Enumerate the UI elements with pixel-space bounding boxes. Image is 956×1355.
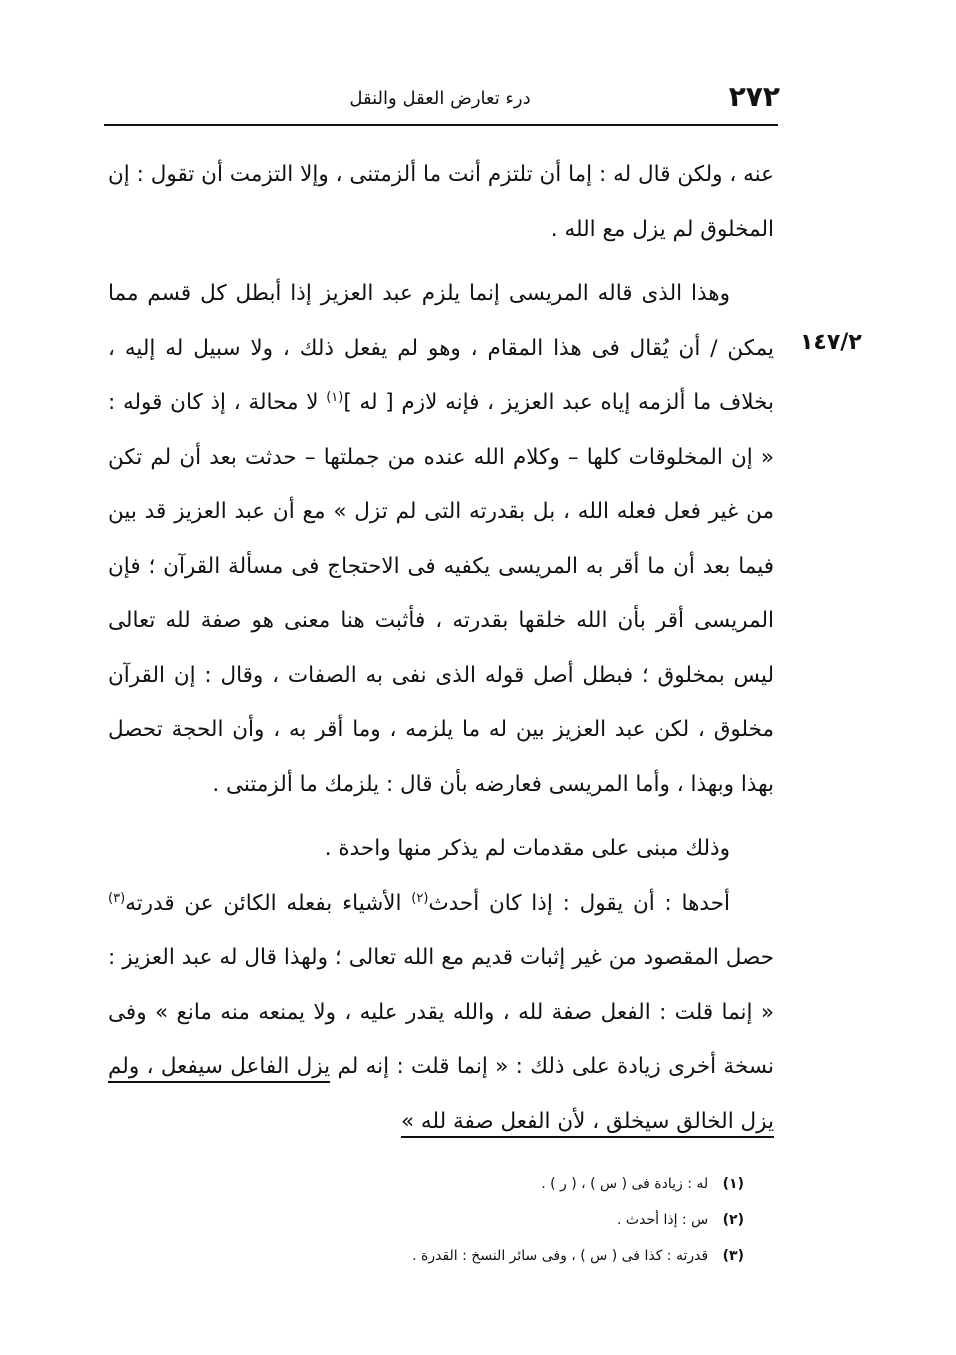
paragraph-2 (108, 267, 774, 812)
paragraph-3 (108, 822, 774, 877)
header-divider (104, 124, 778, 126)
paragraph-text: عنه ، ولكن قال له : إما أن تلتزم أنت ما ألزمتنى ، وإلا التزمت أن تقول : إن المخلوق لم يزل مع الله . (108, 162, 774, 242)
footnote-number: (٣) (722, 1248, 744, 1264)
page-header (100, 80, 780, 124)
footnote-number: (٢) (722, 1212, 744, 1228)
running-title: درء تعارض العقل والنقل (349, 88, 531, 109)
paragraph-text: وهذا الذى قاله المريسى إنما يلزم عبد العزيز إذا أبطل كل قسم مما يمكن / أن يُقال فى هذا المقام ، وهو لم يفعل ذلك ، ولا سبيل له إليه ، بخلاف ما ألزمه إياه عبد العزيز ، فإنه لازم [ له ] (108, 281, 774, 415)
footnote-text: له : زيادة فى ( س ) ، ( ر ) . (541, 1176, 709, 1192)
paragraph-text: الأشياء بفعله الكائن عن قدرته (125, 890, 412, 916)
footnote-2 (108, 1202, 744, 1238)
paragraph-text: حصل المقصود من غير إثبات قديم مع الله تعالى ؛ ولهذا قال له عبد العزيز : « إنما قلت : الفعل صفة لله ، والله يقدر عليه ، ولا يمنعه منه مانع » وفى نسخة أخرى زيادة على ذلك : « إنما قلت : إنه لم (108, 945, 774, 1079)
footnote-marker: (٢) (411, 890, 429, 906)
footnote-marker: (١) (326, 389, 344, 405)
paragraph-text: لا محالة ، إذ كان قوله : « إن المخلوقات كلها – وكلام الله عنده من جملتها – حدثت بعد أن لم تكن من غير فعل فعله الله ، بل بقدرته التى لم تزل » مع أن عبد العزيز قد بين فيما بعد أن ما أقر به المريسى يكفيه فى الاحتجاج فى مسألة القرآن ؛ فإن المريسى أقر بأن الله خلقها بقدرته ، فأثبت هنا معنى هو صفة لله تعالى ليس بمخلوق ؛ فبطل أصل قوله الذى نفى به الصفات ، وقال : إن القرآن مخلوق ، لكن عبد العزيز بين له ما يلزمه ، وما أقر به ، وأن الحجة تحصل بهذا وبهذا ، وأما المريسى فعارضه بأن قال : يلزمك ما ألزمتنى . (108, 390, 774, 797)
footnotes (108, 1166, 744, 1274)
underlined-text: يزل الفاعل سيفعل ، ولم يزل الخالق سيخلق ، لأن الفعل صفة لله » (108, 1054, 774, 1134)
paragraph-text: وذلك مبنى على مقدمات لم يذكر منها واحدة . (324, 836, 730, 861)
footnote-text: س : إذا أحدث . (617, 1212, 709, 1228)
footnote-marker: (٣) (108, 890, 126, 906)
paragraph-1 (108, 148, 774, 257)
footnote-3 (108, 1238, 744, 1274)
paragraph-text: أحدها : أن يقول : إذا كان أحدث (428, 890, 730, 916)
footnote-1 (108, 1166, 744, 1202)
paragraph-4 (108, 877, 774, 1150)
main-text (108, 148, 774, 1149)
page-number: ٢٧٢ (728, 80, 780, 113)
margin-reference: ١٤٧/٢ (800, 330, 862, 355)
footnote-number: (١) (722, 1176, 744, 1192)
footnote-text: قدرته : كذا فى ( س ) ، وفى سائر النسخ : القدرة . (412, 1248, 709, 1264)
